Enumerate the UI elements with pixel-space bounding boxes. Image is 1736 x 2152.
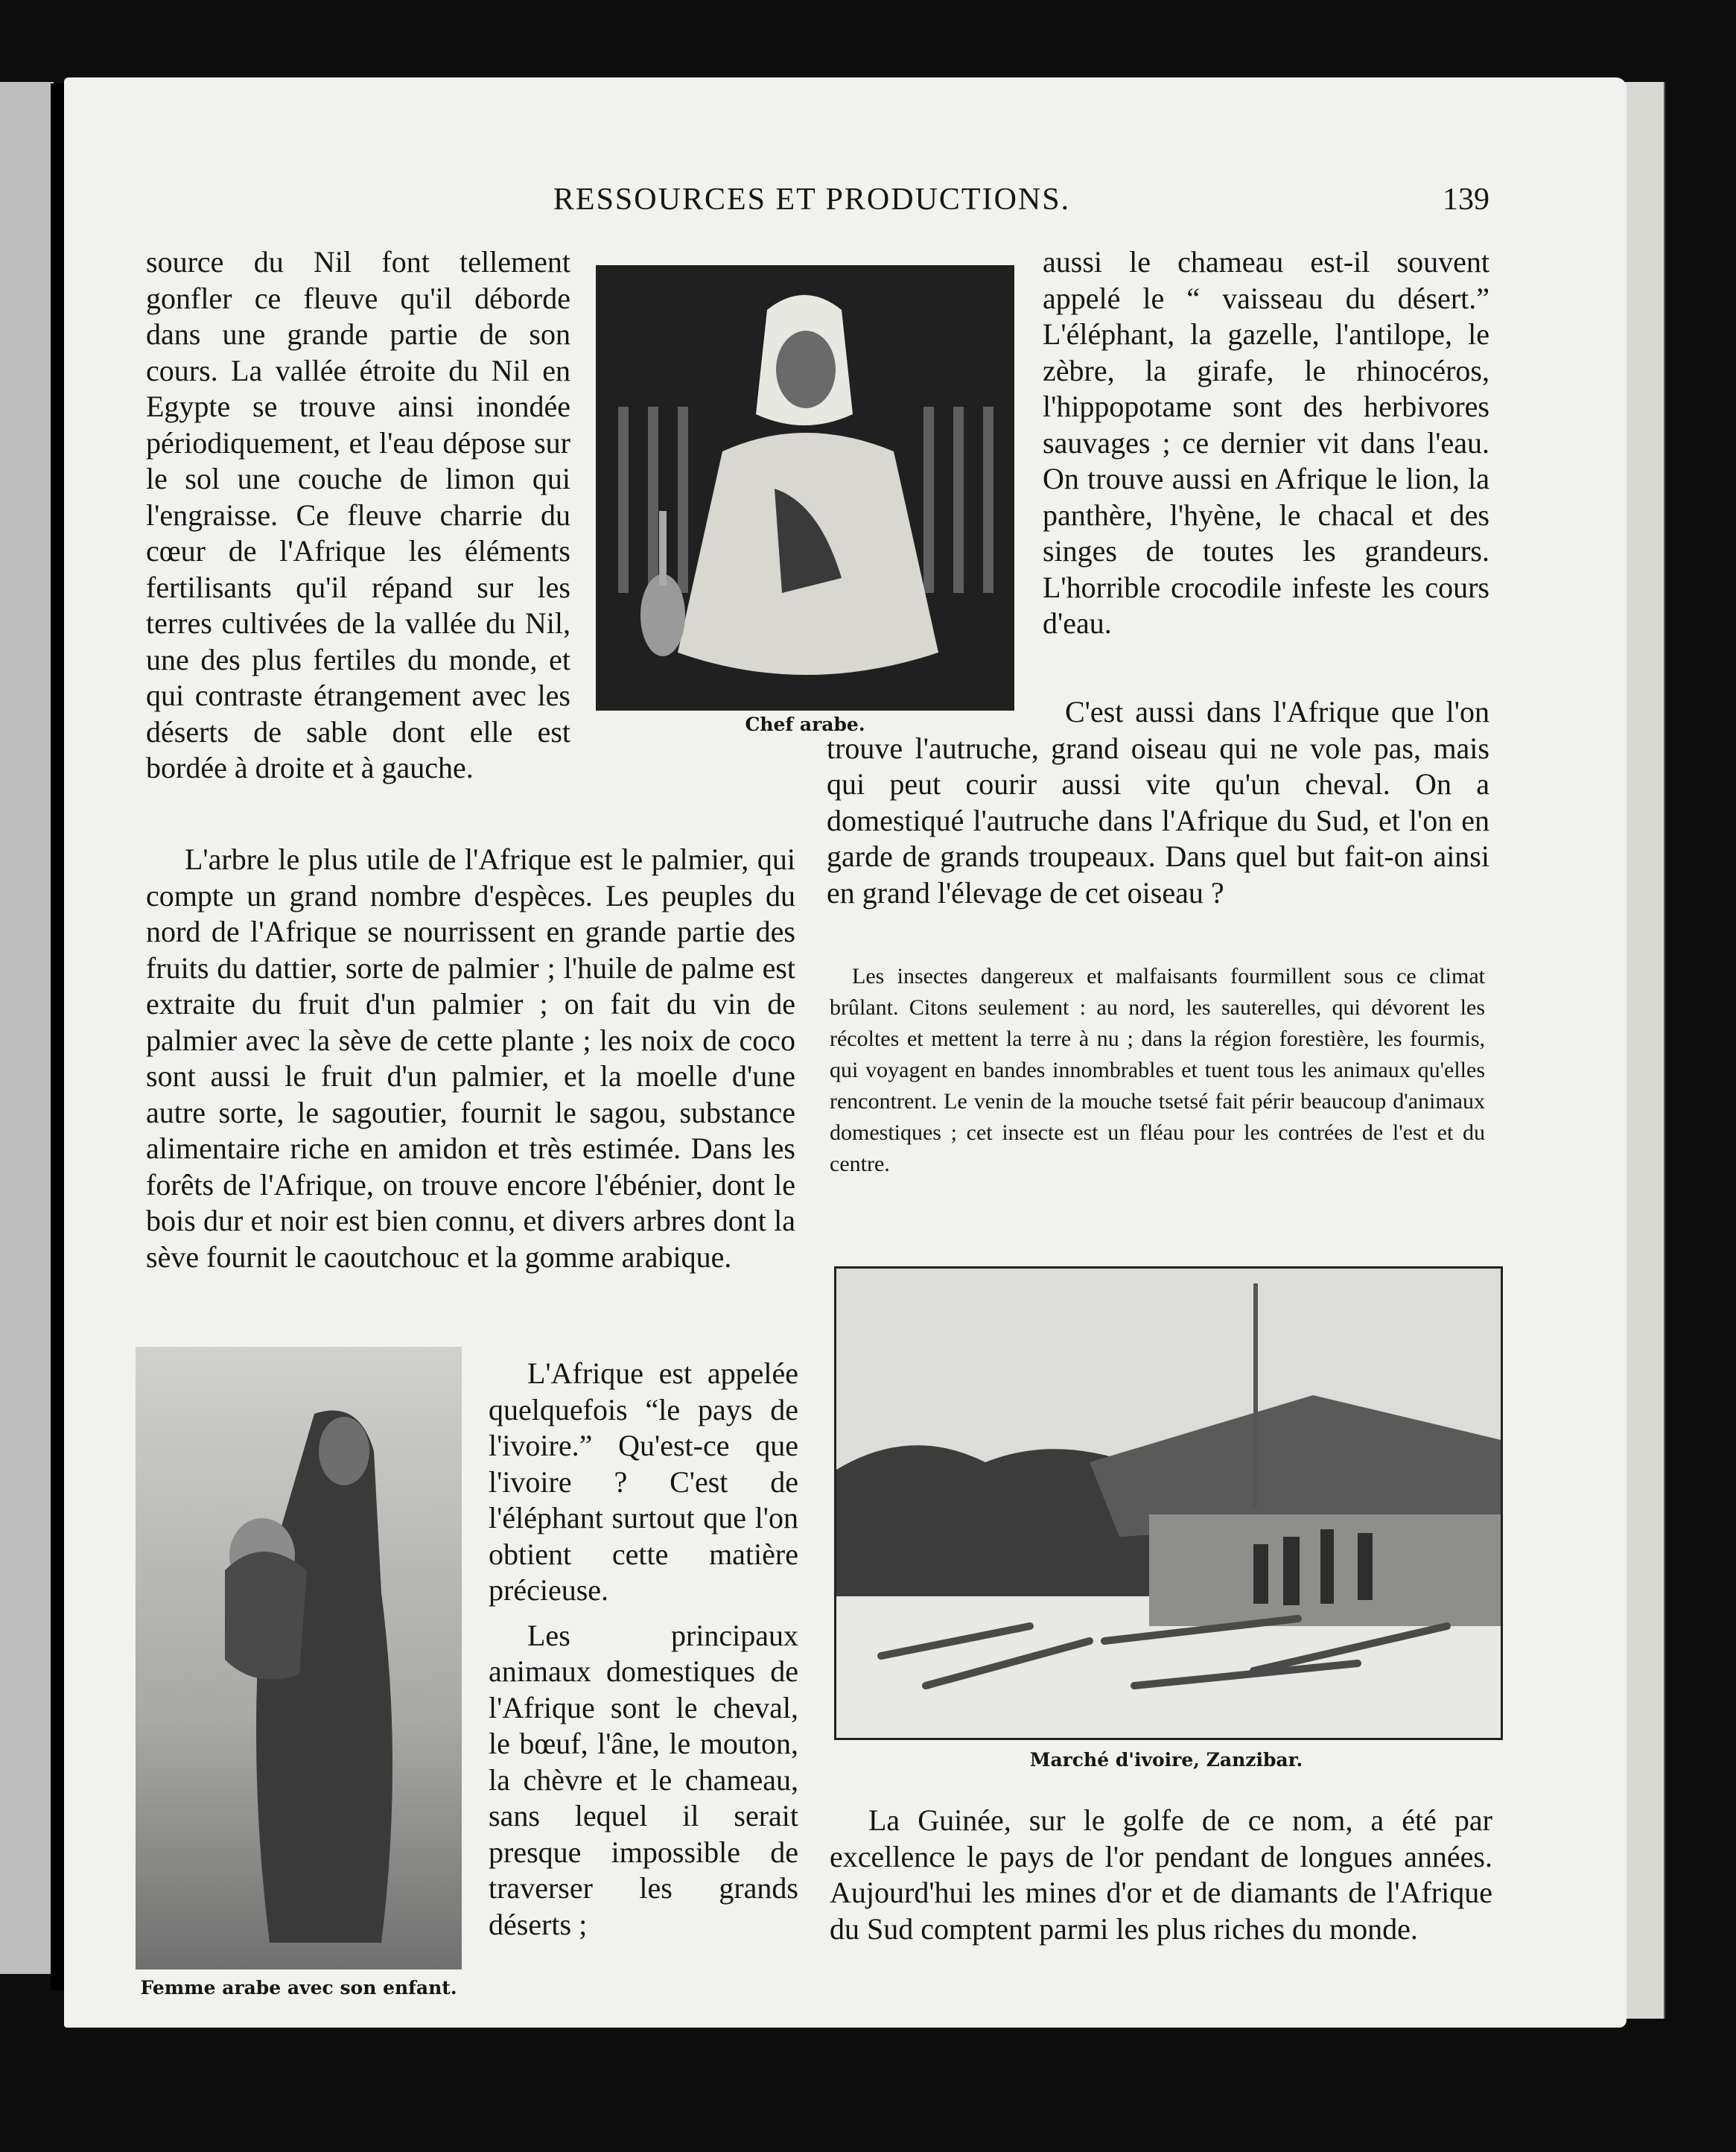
previous-page-edge [0,82,54,1974]
marche-ivoire-figure [834,1266,1503,1740]
page-number: 139 [1443,182,1489,217]
femme-arabe-figure [136,1347,462,1970]
paragraph-autruche-block [827,694,1489,911]
paragraph-autruche: C'est aussi dans l'Afrique que l'on trouve l'autruche, grand oiseau qui ne vole pas, mais qui peut courir aussi vite qu'un cheval. On a domestiqué l'autruche dans l'Afrique du Sud, et l'on en garde de grands troupeaux. Dans quel but fait-on ainsi en grand l'élevage de cet oiseau ? [827,695,1489,910]
paragraph-nil: source du Nil font tellement gonfler ce fleuve qu'il déborde dans une grande partie de son cours. La vallée étroite du Nil en Egypte se trouve ainsi inondée périodiquement, et l'eau dépose sur le sol une couche de limon qui l'engraisse. Ce fleuve charrie du cœur de l'Afrique les éléments fertilisants qu'il répand sur les terres cultivées de la vallée du Nil, une des plus fertiles du monde, et qui contraste étrangement avec les déserts de sable dont elle est bordée à droite et à gauche. [146,245,570,784]
paragraph-ivoire: L'Afrique est appelée quelquefois “le pays de l'ivoire.” Qu'est-ce que l'ivoire ? C'est de l'éléphant surtout que l'on obtient cette matière précieuse. [489,1356,798,1607]
paragraph-chameau-block [1043,244,1489,642]
chef-arabe-figure [596,265,1014,711]
paragraph-guinee: La Guinée, sur le golfe de ce nom, a été par excellence le pays de l'or pendant de longues années. Aujourd'hui les mines d'or et de diamants de l'Afrique du Sud comptent parmi les plus riches du monde. [830,1803,1492,1946]
paragraph-palmier-block [146,842,795,1275]
binding-gutter [51,83,64,1990]
chef-arabe-portrait-icon [596,265,1014,711]
paragraph-ivoire-block [489,1356,798,1943]
paragraph-guinee-block [830,1803,1492,1947]
paragraph-animaux: Les principaux animaux domestiques de l'Afrique sont le cheval, le bœuf, l'âne, le mouton, la chèvre et le chameau, sans lequel il serait presque impossible de traverser les grands déserts ; [489,1618,798,1941]
chef-arabe-caption: Chef arabe. [745,714,865,735]
paragraph-insectes: Les insectes dangereux et malfaisants fourmillent sous ce climat brûlant. Citons seulement : au nord, les sauterelles, qui dévorent les récoltes et mettent la terre à nu ; dans la région forestière, les fourmis, qui voyagent en bandes innombrables et tuent tous les animaux qu'elles rencontrent. Le venin de la mouche tsetsé fait périr beaucoup d'animaux domestiques ; cet insecte est un fléau pour les contrées de l'est et du centre. [830,964,1485,1176]
paragraph-palmier: L'arbre le plus utile de l'Afrique est le palmier, qui compte un grand nombre d'espèces. Les peuples du nord de l'Afrique se nourrissent en grande partie des fruits du dattier, sorte de palmier ; l'huile de palme est extraite du fruit d'un palmier ; on fait du vin de palmier avec la sève de cette plante ; les noix de coco sont aussi le fruit d'un palmier, et la moelle d'une autre sorte, le sagoutier, fournit le sagou, substance alimentaire riche en amidon et très estimée. Dans les forêts de l'Afrique, on trouve encore l'ébénier, dont le bois dur et noir est bien connu, et divers arbres dont la sève fournit le caoutchouc et la gomme arabique. [146,842,795,1274]
paragraph-insectes-block [830,961,1485,1180]
marche-ivoire-photo-icon [836,1269,1501,1738]
femme-arabe-caption: Femme arabe avec son enfant. [140,1977,457,1999]
marche-ivoire-caption: Marché d'ivoire, Zanzibar. [1029,1749,1303,1771]
paragraph-nil-top [146,244,570,787]
running-title: RESSOURCES ET PRODUCTIONS. [553,182,1071,217]
femme-arabe-portrait-icon [136,1347,462,1970]
paragraph-chameau: aussi le chameau est-il souvent appelé le “ vaisseau du désert.” L'éléphant, la gazelle, l'antilope, le zèbre, la girafe, le rhinocéros, l'hippopotame sont des herbivores sauvages ; ce dernier vit dans l'eau. On trouve aussi en Afrique le lion, la panthère, l'hyène, le chacal et des singes de toutes les grandeurs. L'horrible crocodile infeste les cours d'eau. [1043,245,1489,640]
